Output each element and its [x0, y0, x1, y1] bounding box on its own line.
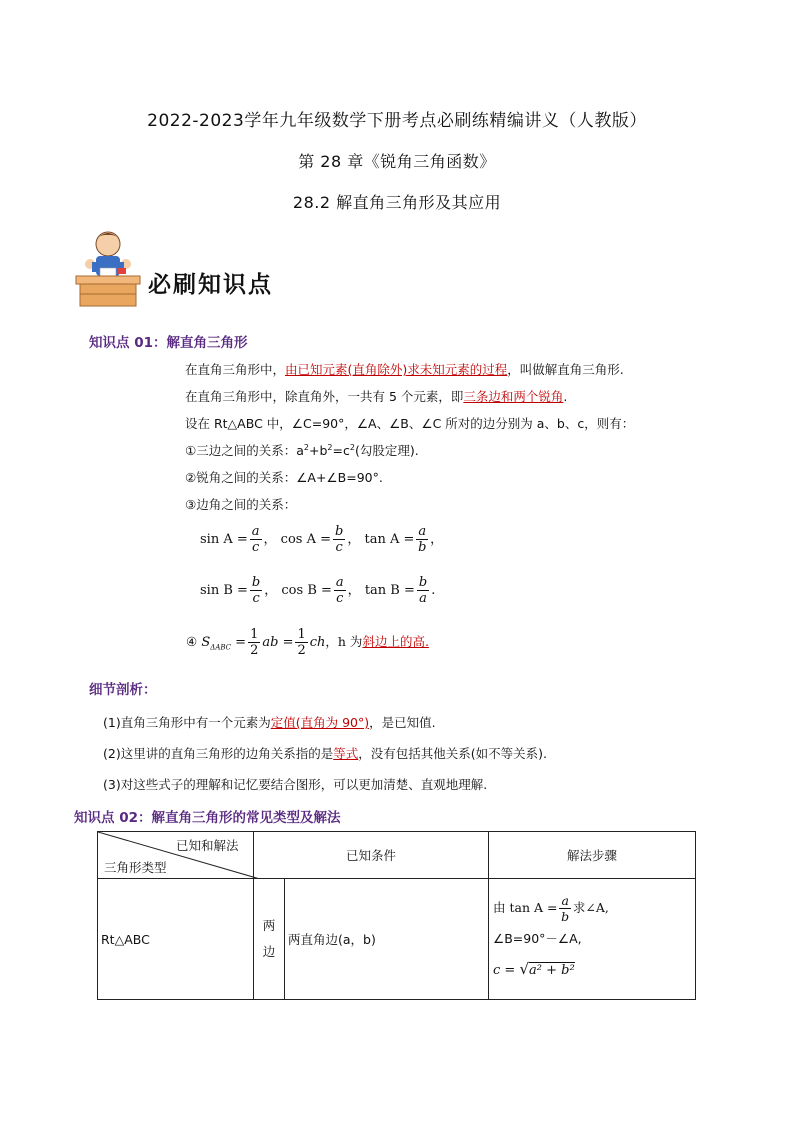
kp1-line3: 设在 Rt△ABC 中，∠C=90°，∠A、∠B、∠C 所对的边分别为 a、b、c，则有：: [185, 416, 635, 431]
step-1: 由 tan A = $\frac{a}{b}$ 求∠A,: [493, 892, 609, 924]
kp1-item1: ①三边之间的关系：$a^2+b^2=c^2$(勾股定理).: [185, 442, 419, 458]
solution-types-table: [97, 831, 696, 1000]
row1-type: Rt△ABC: [98, 879, 254, 1000]
highlight-definition: 由已知元素(直角除外)求未知元素的过程: [285, 362, 508, 377]
header-steps: 解法步骤: [489, 832, 696, 879]
kp1-line2: 在直角三角形中，除直角外，一共有 5 个元素，即三条边和两个锐角.: [185, 389, 568, 404]
row1-kind: 两边: [254, 879, 285, 1000]
step-2: ∠B=90°－∠A,: [493, 930, 582, 946]
kp1-item3: ③边角之间的关系：: [185, 497, 297, 512]
formula-row-b: sin B = $\frac{b}{c}$ ， cos B = $\frac{a}{c}$ ， tan B = $\frac{b}{a}$ .: [200, 575, 436, 606]
highlight-height: 斜边上的高.: [362, 634, 429, 649]
banner-label: 必刷知识点: [148, 272, 273, 298]
table-diagonal-header: 已知和解法 三角形类型: [98, 832, 254, 879]
kp1-heading: 知识点 01：解直角三角形: [89, 335, 248, 351]
step-3: c = √a² + b²: [493, 959, 575, 978]
kp1-line1: 在直角三角形中，由已知元素(直角除外)求未知元素的过程，叫做解直角三角形.: [185, 362, 624, 377]
row1-condition: 两直角边(a，b): [285, 879, 489, 1000]
details-item-3: (3)对这些式子的理解和记忆要结合图形，可以更加清楚、直观地理解.: [103, 777, 488, 792]
row1-steps: [489, 879, 696, 1000]
details-heading: 细节剖析：: [89, 682, 157, 698]
section-title: 28.2 解直角三角形及其应用: [292, 193, 502, 212]
kp2-heading: 知识点 02：解直角三角形的常见类型及解法: [74, 810, 341, 826]
formula-row-a: sin A = $\frac{a}{c}$ ， cos A = $\frac{b}{c}$ ， tan A = $\frac{a}{b}$ ，: [200, 524, 444, 555]
formula-area: ④ $S_{\Delta ABC}$ = $\frac{1}{2}$ ab = $\frac{1}{2}$ ch，h 为斜边上的高.: [186, 627, 429, 658]
student-at-desk-illustration: [72, 228, 144, 312]
doc-title: 2022-2023学年九年级数学下册考点必刷练精编讲义（人教版）: [147, 111, 647, 131]
chapter-title: 第 28 章《锐角三角函数》: [298, 152, 496, 171]
highlight-elements: 三条边和两个锐角: [463, 389, 564, 404]
details-item-1: (1)直角三角形中有一个元素为定值(直角为 90°)，是已知值.: [103, 715, 436, 730]
kp1-item2: ②锐角之间的关系：∠A+∠B=90°.: [185, 470, 383, 485]
header-condition: 已知条件: [254, 832, 489, 879]
details-item-2: (2)这里讲的直角三角形的边角关系指的是等式，没有包括其他关系(如不等关系).: [103, 746, 547, 761]
